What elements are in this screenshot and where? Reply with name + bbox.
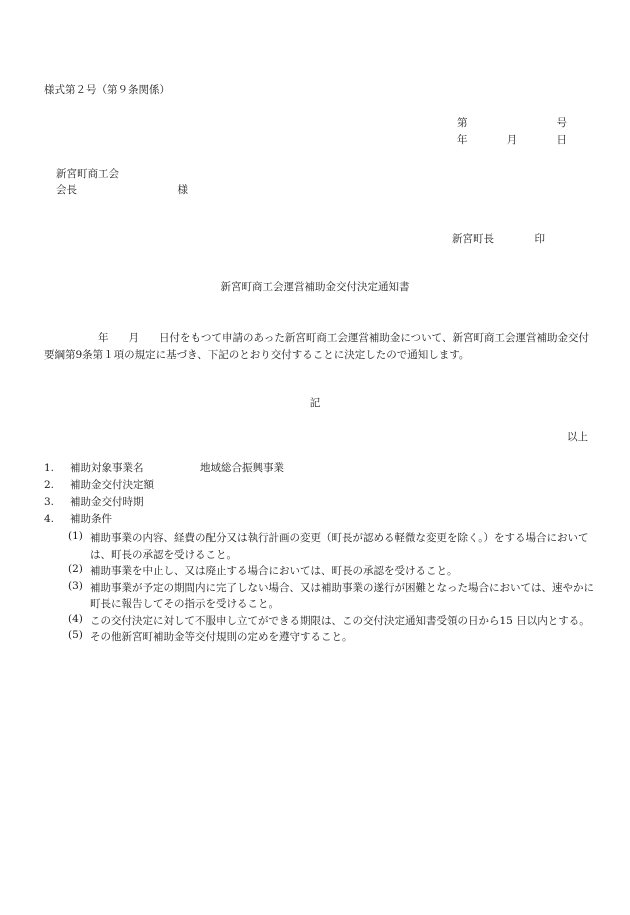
item-label: 補助対象事業名: [70, 462, 144, 474]
condition-number: (5): [68, 629, 83, 642]
recipient-honorific: 様: [177, 184, 188, 196]
body-month: 月: [128, 332, 139, 344]
items-list: [44, 462, 594, 646]
condition-number: (1): [68, 530, 83, 542]
list-item: [44, 462, 594, 479]
sender-title: 新宮町長: [452, 233, 494, 245]
ki-heading: 記: [309, 397, 321, 409]
date-line: [457, 134, 567, 147]
date-month: 月: [506, 134, 518, 146]
item-number: 3.: [44, 496, 55, 508]
date-day: 日: [556, 134, 567, 146]
item-number: 4.: [44, 513, 55, 525]
recipient-title: 会長: [56, 184, 77, 196]
item-label: 補助金交付時期: [70, 496, 144, 508]
recipient-organization: 新宮町商工会: [56, 168, 119, 180]
sender-seal: 印: [534, 233, 545, 245]
document-number-prefix: 第: [457, 117, 468, 129]
condition-text: この交付決定に対して不服申し立てができる期限は、この交付決定通知書受領の日から15 日以内とする。: [90, 614, 590, 627]
body-text: 日付をもつて申請のあった新宮町商工会運営補助金について、新宮町商工会運営補助金交付要綱第9条第１項の規定に基づき、下記のとおり交付することに決定したので通知します。: [44, 332, 589, 361]
condition-item: [68, 563, 594, 580]
condition-item: [68, 530, 594, 563]
list-item: [44, 479, 594, 496]
list-item: [44, 496, 594, 513]
item-number: 1.: [44, 462, 55, 474]
condition-number: (2): [68, 563, 83, 576]
condition-item: [68, 613, 594, 630]
condition-item: [68, 629, 594, 646]
form-number: 様式第２号（第９条関係）: [44, 84, 170, 96]
condition-number: (3): [68, 579, 83, 592]
document-title: 新宮町商工会運営補助金交付決定通知書: [220, 281, 410, 293]
condition-text: 補助事業が予定の期間内に完了しない場合、又は補助事業の遂行が困難となった場合においては、速やかに町長に報告してその指示を受けること。: [90, 581, 594, 611]
list-item: [44, 513, 594, 530]
document-number-suffix: 号: [556, 117, 567, 129]
document-number-line: [457, 117, 567, 130]
date-year: 年: [457, 134, 468, 146]
condition-number: (4): [68, 612, 83, 625]
recipient-line: [56, 184, 188, 197]
condition-item: [68, 580, 594, 613]
body-year: 年: [98, 332, 109, 344]
item-label: 補助条件: [70, 513, 112, 525]
body-paragraph: [44, 330, 592, 364]
ijo-closing: 以上: [567, 431, 588, 443]
condition-text: 補助事業を中止し、又は廃止する場合においては、町長の承認を受けること。: [90, 565, 458, 578]
condition-text: 補助事業の内容、経費の配分又は執行計画の変更（町長が認める軽微な変更を除く。）をする場合においては、町長の承認を受けること。: [90, 532, 589, 561]
sender-line: [452, 233, 545, 246]
condition-text: その他新宮町補助金等交付規則の定めを遵守すること。: [90, 631, 353, 644]
item-value: 地域総合振興事業: [200, 462, 284, 474]
item-label: 補助金交付決定額: [70, 479, 154, 491]
item-number: 2.: [44, 479, 55, 491]
